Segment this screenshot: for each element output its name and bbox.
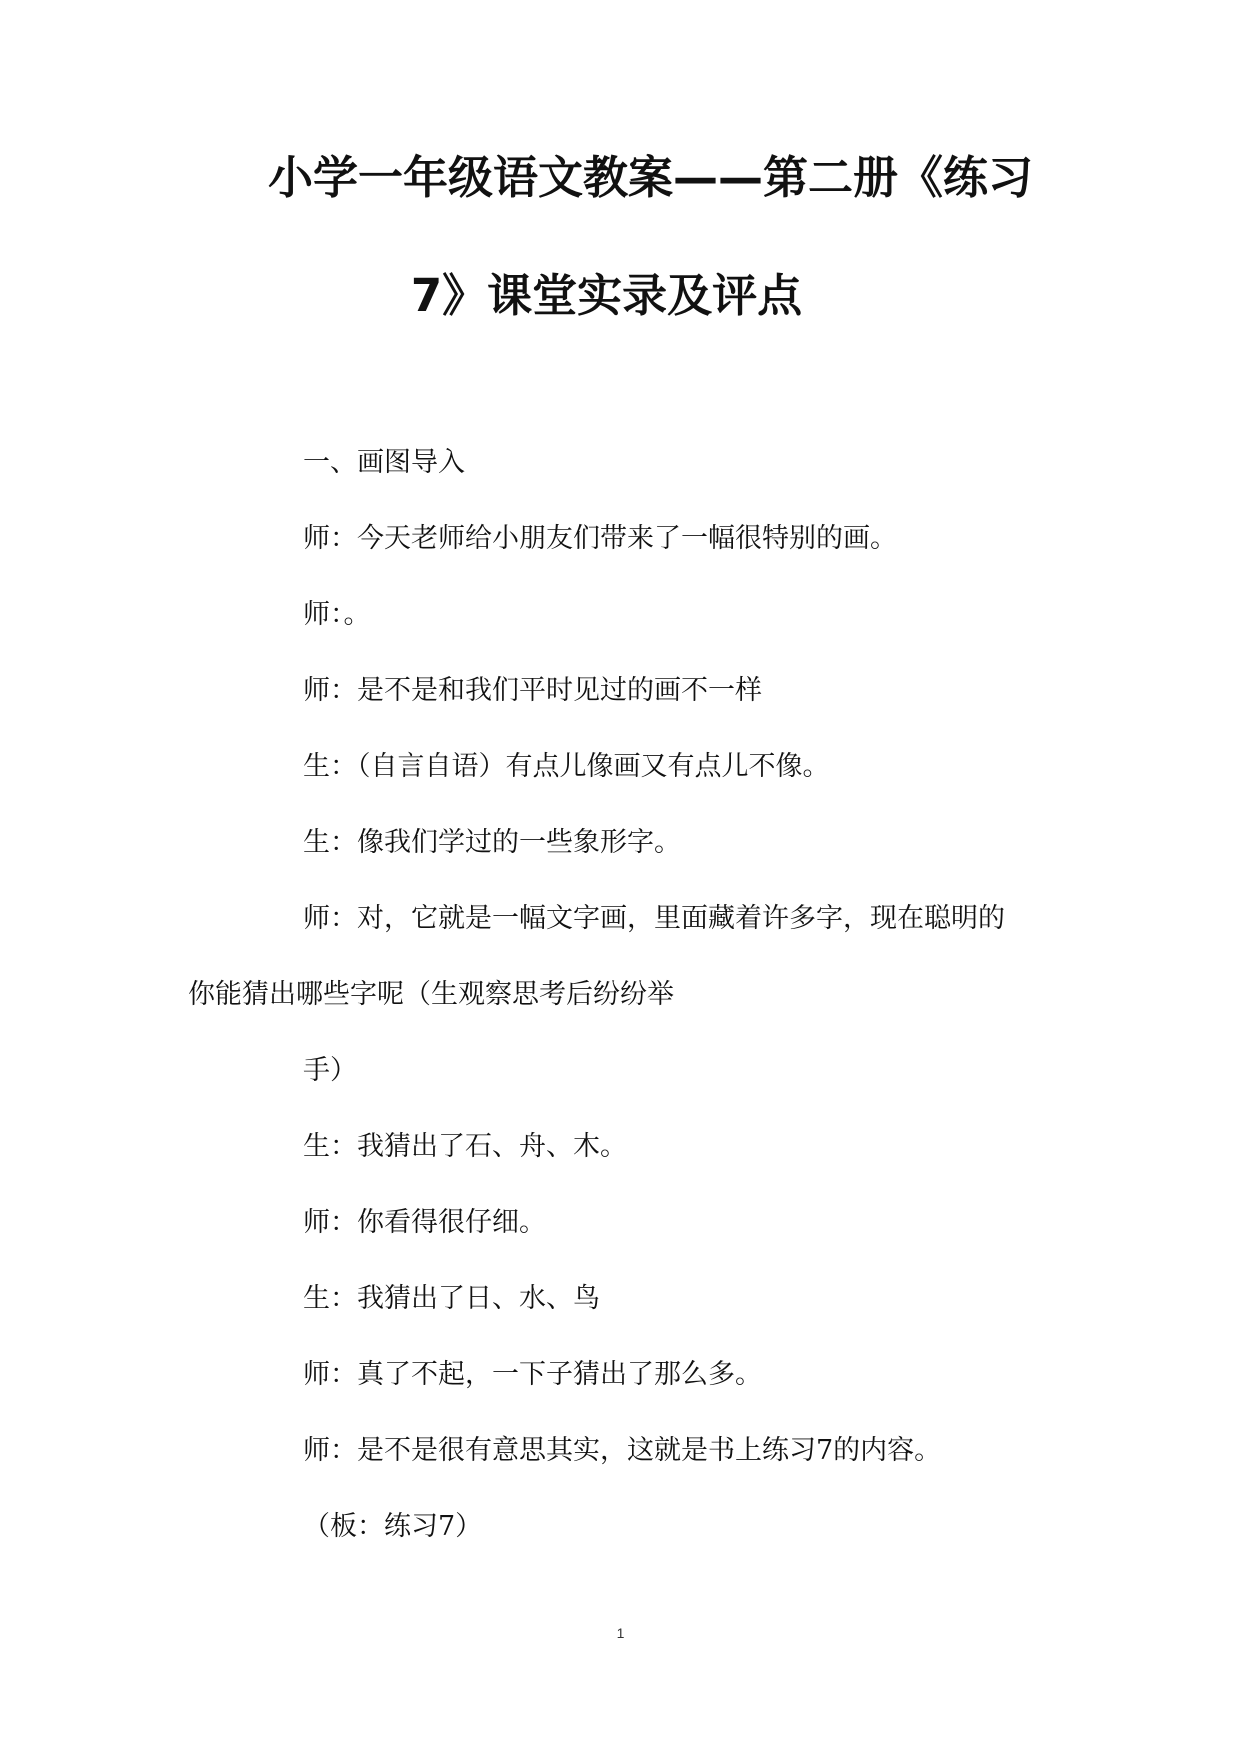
document-title-line-1: 小学一年级语文教案——第二册《练习 bbox=[267, 151, 1033, 204]
document-title-line-2: 7》课堂实录及评点 bbox=[410, 269, 803, 322]
paragraph: （板：练习7） bbox=[303, 1511, 483, 1542]
section-heading: 一、画图导入 bbox=[303, 447, 465, 478]
page-number: 1 bbox=[616, 1625, 625, 1641]
paragraph: 师：是不是很有意思其实，这就是书上练习7的内容。 bbox=[303, 1435, 942, 1466]
paragraph: 生：（自言自语）有点儿像画又有点儿不像。 bbox=[303, 751, 830, 782]
paragraph: 生：我猜出了日、水、鸟 bbox=[303, 1283, 600, 1314]
paragraph: 你能猜出哪些字呢（生观察思考后纷纷举 bbox=[188, 979, 674, 1010]
paragraph: 手） bbox=[303, 1055, 357, 1086]
paragraph: 生：我猜出了石、舟、木。 bbox=[303, 1131, 627, 1162]
paragraph: 师：今天老师给小朋友们带来了一幅很特别的画。 bbox=[303, 523, 897, 554]
paragraph: 师：真了不起，一下子猜出了那么多。 bbox=[303, 1359, 762, 1390]
paragraph: 师：对，它就是一幅文字画，里面藏着许多字，现在聪明的 bbox=[303, 903, 1005, 934]
paragraph: 生：像我们学过的一些象形字。 bbox=[303, 827, 681, 858]
paragraph: 师：是不是和我们平时见过的画不一样 bbox=[303, 675, 762, 706]
paragraph: 师：。 bbox=[303, 599, 371, 630]
paragraph: 师：你看得很仔细。 bbox=[303, 1207, 546, 1238]
